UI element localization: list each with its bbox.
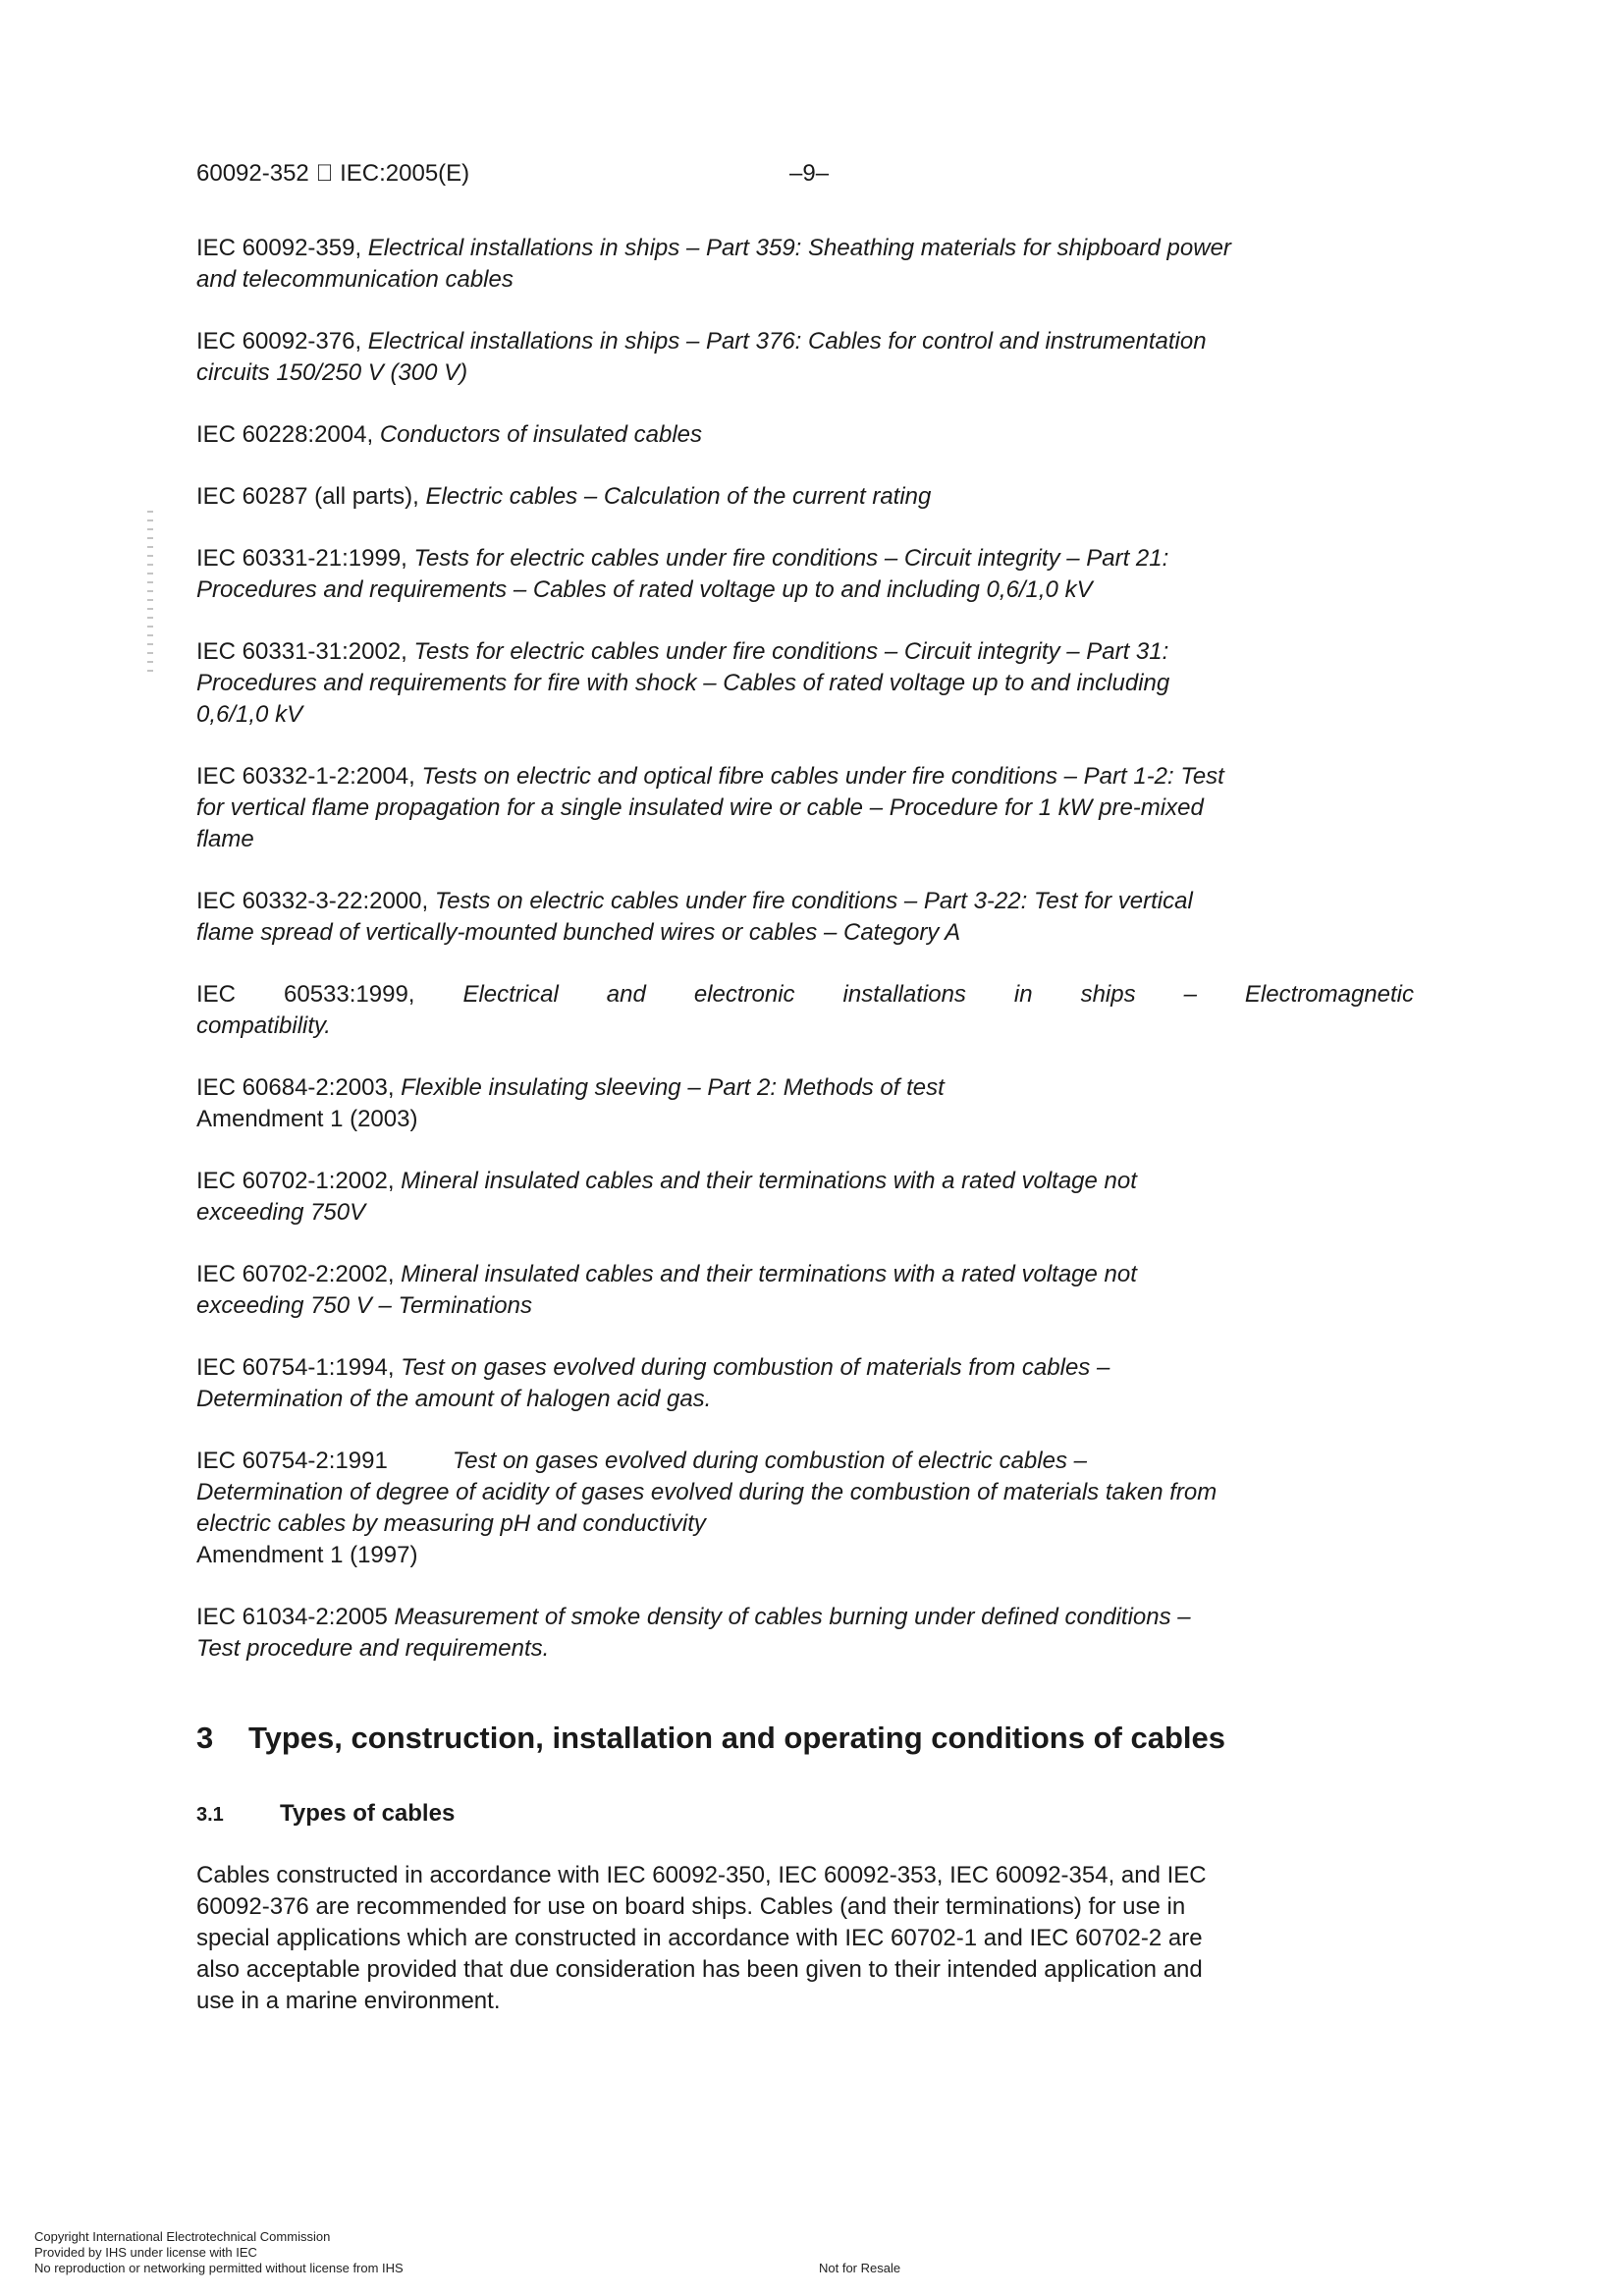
reference-code: IEC 60332-1-2:2004,: [196, 763, 422, 790]
reference-title: Flexible insulating sleeving – Part 2: Methods of test: [401, 1074, 945, 1101]
reference-code: IEC 60332-3-22:2000,: [196, 888, 435, 914]
reference-item: [196, 543, 1237, 606]
reference-item: [196, 419, 1237, 451]
reference-item: [196, 1446, 1237, 1571]
reference-item: [196, 1072, 1237, 1135]
reference-code: IEC 60287 (all parts),: [196, 483, 426, 510]
license-line: Provided by IHS under license with IEC: [34, 2245, 257, 2260]
reference-title: Electrical installations in ships – Part 376: Cables for control and instrumentation circuits 150/250 V (300 V): [196, 328, 1207, 386]
reference-item: [196, 1352, 1237, 1415]
reference-item: [196, 761, 1237, 855]
reference-title: Mineral insulated cables and their terminations with a rated voltage not exceeding 750V: [196, 1168, 1137, 1226]
reference-code: IEC 60702-1:2002,: [196, 1168, 402, 1194]
reference-title: Test on gases evolved during combustion of electric cables – Determination of degree of acidity of gases evolved during the combustion of materials taken from electric cables by measuring pH and conductivity: [196, 1448, 1217, 1537]
document-id: 60092-352   IEC:2005(E): [196, 160, 470, 187]
margin-change-marks: [147, 511, 153, 678]
reference-code: IEC 60533:1999,: [196, 981, 463, 1008]
reference-title: Tests on electric cables under fire conditions – Part 3-22: Test for vertical flame spread of vertically-mounted bunched wires or cables – Category A: [196, 888, 1193, 946]
reference-item: [196, 636, 1237, 731]
reference-code: IEC 60092-376,: [196, 328, 368, 355]
normative-references-list: [196, 233, 1415, 1695]
reference-code: IEC 60684-2:2003,: [196, 1074, 402, 1101]
reference-title: Tests for electric cables under fire conditions – Circuit integrity – Part 31: Procedures and requirements for fire with shock – Cables of rated voltage up to and including 0,6/1,0 kV: [196, 638, 1170, 728]
resale-notice: Not for Resale: [819, 2261, 901, 2275]
reference-item: [196, 979, 1414, 1042]
reference-title: Tests for electric cables under fire conditions – Circuit integrity – Part 21: Procedures and requirements – Cables of rated voltage up to and including 0,6/1,0 kV: [196, 545, 1169, 603]
reference-item: [196, 1259, 1237, 1322]
reproduction-line: No reproduction or networking permitted without license from IHS: [34, 2261, 404, 2275]
reference-code: IEC 60331-31:2002,: [196, 638, 414, 665]
section-number: 3: [196, 1721, 214, 1755]
reference-item: [196, 1602, 1237, 1665]
subsection-number: 3.1: [196, 1804, 224, 1826]
reference-item: [196, 233, 1237, 296]
copyright-line: Copyright International Electrotechnical Commission: [34, 2229, 331, 2244]
reference-justified-line: [196, 979, 1414, 1011]
reference-title: Electrical and electronic installations in ships – Electromagnetic: [462, 981, 1415, 1008]
reference-item: [196, 1166, 1237, 1229]
reference-code: IEC 60228:2004,: [196, 421, 380, 448]
section-heading: [196, 1721, 1225, 1756]
reference-item: [196, 886, 1237, 949]
reference-code: IEC 60754-1:1994,: [196, 1354, 402, 1381]
reference-code: IEC 60754-2:1991: [196, 1448, 388, 1474]
reference-code: IEC 60702-2:2002,: [196, 1261, 402, 1287]
reference-code: IEC 61034-2:2005: [196, 1604, 395, 1630]
reference-title: Measurement of smoke density of cables burning under defined conditions – Test procedure and requirements.: [196, 1604, 1191, 1662]
reference-item: [196, 326, 1237, 389]
section-title: Types, construction, installation and operating conditions of cables: [248, 1721, 1225, 1755]
reference-title-continued: compatibility.: [196, 1012, 331, 1039]
reference-title: Test on gases evolved during combustion of materials from cables – Determination of the amount of halogen acid gas.: [196, 1354, 1110, 1412]
reference-title: Tests on electric and optical fibre cables under fire conditions – Part 1-2: Test for vertical flame propagation for a single insulated wire or cable – Procedure for 1 kW pre-mixed flame: [196, 763, 1224, 852]
page-number: –9–: [789, 160, 830, 187]
reference-title: Electrical installations in ships – Part 359: Sheathing materials for shipboard power and telecommunication cables: [196, 235, 1231, 293]
reference-amendment: Amendment 1 (2003): [196, 1106, 418, 1132]
reference-amendment: Amendment 1 (1997): [196, 1542, 418, 1568]
reference-code: IEC 60092-359,: [196, 235, 368, 261]
subsection-heading: [196, 1799, 455, 1830]
reference-code: IEC 60331-21:1999,: [196, 545, 414, 572]
reference-title: Conductors of insulated cables: [379, 421, 703, 448]
reference-title: Mineral insulated cables and their terminations with a rated voltage not exceeding 750 V – Terminations: [196, 1261, 1137, 1319]
copyright-footer: [34, 2229, 404, 2276]
reference-title: Electric cables – Calculation of the current rating: [425, 483, 932, 510]
subsection-title: Types of cables: [280, 1800, 456, 1827]
body-paragraph: Cables constructed in accordance with IEC 60092-350, IEC 60092-353, IEC 60092-354, and IEC 60092-376 are recommended for use on board ships. Cables (and their terminations) for use in special applications which are constructed in accordance with IEC 60702-1 and IEC 60702-2 are also acceptable provided that due consideration has been given to their intended application and use in a marine environment.: [196, 1862, 1207, 2014]
reference-item: [196, 481, 1237, 513]
